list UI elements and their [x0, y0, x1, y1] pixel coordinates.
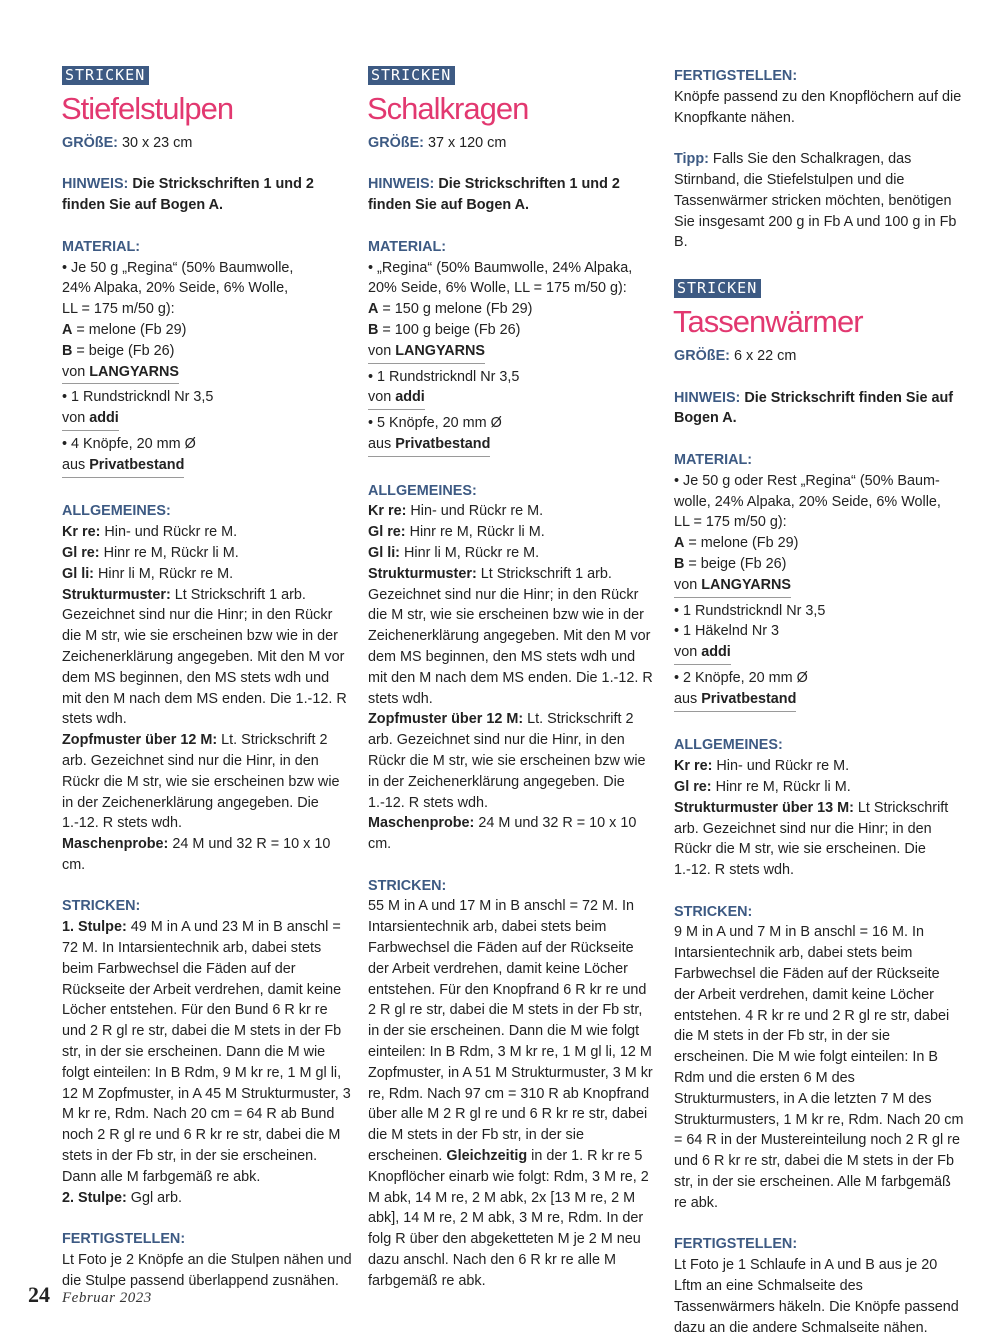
- finishing-text: Lt Foto je 1 Schlaufe in A und B aus je 20 Lftm an eine Schmalseite des Tassenwärmers häkeln. Die Knöpfe passend dazu an die andere Schmalseite nähen.: [674, 1257, 959, 1336]
- buttons-line: • 5 Knöpfe, 20 mm Ø: [368, 415, 502, 432]
- needle-source: von addi: [368, 387, 425, 410]
- size-line: GRÖßE: 6 x 22 cm: [674, 347, 797, 364]
- color-b: B = beige (Fb 26): [674, 555, 787, 572]
- category-tag: STRICKEN: [674, 279, 761, 298]
- maschenprobe: Maschenprobe: 24 M und 32 R = 10 x 10 cm.: [368, 815, 637, 853]
- needle-line: • 1 Rundstrickndl Nr 3,5: [674, 602, 826, 619]
- gl-li: Gl li: Hinr li M, Rückr re M.: [62, 565, 234, 582]
- gl-re: Gl re: Hinr re M, Rückr li M.: [62, 544, 239, 561]
- color-b: B = 100 g beige (Fb 26): [368, 321, 521, 338]
- size-line: GRÖßE: 37 x 120 cm: [368, 134, 507, 151]
- page-footer: [28, 1282, 152, 1308]
- needle-line: • 1 Rundstrickndl Nr 3,5: [62, 389, 214, 406]
- knitting-heading: STRICKEN:: [674, 903, 753, 920]
- category-tag: STRICKEN: [62, 66, 149, 85]
- strukturmuster: Strukturmuster: Lt Strickschrift 1 arb. Gezeichnet sind nur die Hinr; in den Rückr die M str, wie sie erscheinen bzw wie in der Zeichenerklärung angegeben. Mit den M vor dem MS beginnen, den MS stets wdh und mit den M nach dem MS enden. Die 1.-12. R stets wdh.: [62, 586, 347, 728]
- finishing-heading: FERTIGSTELLEN:: [674, 1236, 798, 1253]
- material-line: • Je 50 g „Regina“ (50% Baumwolle,: [62, 259, 294, 276]
- finishing-text: Lt Foto je 2 Knöpfe an die Stulpen nähen und die Stulpe passend überlappend zusnähen.: [62, 1252, 352, 1289]
- column-stiefelstulpen: [62, 66, 352, 1292]
- strukturmuster: Strukturmuster über 13 M: Lt Strickschrift arb. Gezeichnet sind nur die Hinr; in den Rückr die M str, wie sie erscheinen. Die 1.-12. R stets wdh.: [674, 799, 949, 879]
- finishing-heading: FERTIGSTELLEN:: [674, 68, 798, 84]
- material-heading: MATERIAL:: [62, 238, 141, 255]
- material-line: wolle, 24% Alpaka, 20% Seide, 6% Wolle,: [674, 493, 941, 510]
- material-line: • „Regina“ (50% Baumwolle, 24% Alpaka,: [368, 259, 633, 276]
- color-b: B = beige (Fb 26): [62, 342, 175, 359]
- buttons-line: • 2 Knöpfe, 20 mm Ø: [674, 669, 808, 686]
- buttons-source: aus Privatbestand: [674, 689, 796, 712]
- kr-re: Kr re: Hin- und Rückr re M.: [62, 524, 238, 541]
- yarn-source: von LANGYARNS: [674, 575, 791, 598]
- gl-li: Gl li: Hinr li M, Rückr re M.: [368, 544, 540, 561]
- hint: HINWEIS: Die Strickschrift finden Sie auf Bogen A.: [674, 389, 954, 427]
- material-heading: MATERIAL:: [674, 451, 753, 468]
- stulpe-2: 2. Stulpe: Ggl arb.: [62, 1189, 182, 1206]
- general-heading: ALLGEMEINES:: [368, 482, 477, 499]
- tip: Tipp: Falls Sie den Schalkragen, das Stirnband, die Stiefelstulpen und die Tassenwärmer stricken möchten, benötigen Sie insgesamt 200 g in Fb A und 100 g in Fb B.: [674, 151, 957, 251]
- needle-source: von addi: [674, 642, 731, 665]
- material-line: 20% Seide, 6% Wolle, LL = 175 m/50 g):: [368, 280, 627, 297]
- hint: HINWEIS: Die Strickschriften 1 und 2 finden Sie auf Bogen A.: [368, 176, 620, 214]
- color-a: A = melone (Fb 29): [62, 321, 187, 338]
- category-tag: STRICKEN: [368, 66, 455, 85]
- hook-line: • 1 Häkelnd Nr 3: [674, 623, 780, 640]
- issue-date: Februar 2023: [62, 1290, 152, 1306]
- buttons-source: aus Privatbestand: [62, 455, 184, 478]
- material-heading: MATERIAL:: [368, 238, 447, 255]
- needle-line: • 1 Rundstrickndl Nr 3,5: [368, 368, 520, 385]
- finishing-heading: FERTIGSTELLEN:: [62, 1231, 186, 1248]
- size-line: GRÖßE: 30 x 23 cm: [62, 134, 193, 151]
- column-schalkragen: [368, 66, 654, 1292]
- article-title: Stiefelstulpen: [61, 90, 234, 126]
- material-line: • Je 50 g oder Rest „Regina“ (50% Baum-: [674, 472, 940, 489]
- knitting-heading: STRICKEN:: [62, 898, 141, 915]
- material-line: LL = 175 m/50 g):: [62, 301, 175, 318]
- strukturmuster: Strukturmuster: Lt Strickschrift 1 arb. Gezeichnet sind nur die Hinr; in den Rückr die M str, wie sie erscheinen bzw wie in der Zeichenerklärung angegeben. Mit den M vor dem MS beginnen, den MS stets wdh und mit den M nach dem MS enden. Die 1.-12. R stets wdh.: [368, 565, 653, 707]
- knitting-text: 55 M in A und 17 M in B anschl = 72 M. In Intarsientechnik arb, dabei stets beim Farbwechsel die Fäden auf der Rückseite der Arbeit verdrehen, damit keine Löcher entstehen. Für den Knopfrand 6 R kr re und 2 R gl re str, dabei die M stets in der Fb str, in der sie erscheinen. Dann die M wie folgt einteilen: In B Rdm, 3 M kr re, 1 M gl li, 12 M Zopfmuster, in A 51 M Strukturmuster, 3 M kr re, Rdm. Nach 97 cm = 310 R ab Knopfrand über alle M 2 R gl re und 6 R kr re str, dabei die M stets in der Fb str, in der sie erscheinen. Gleichzeitig in der 1. R kr re 5 Knopflöcher einarb wie folgt: Rdm, 3 M re, 2 M abk, 14 M re, 2 M abk, 2x [13 M re, 2 M abk], 14 M re, 2 M abk, 3 M re, Rdm. In der folg R über den abgeketteten M je 2 M neu dazu anschl. Nach den 6 R kr re alle M farbgemäß re abk.: [368, 898, 653, 1289]
- material-line: LL = 175 m/50 g):: [674, 514, 787, 531]
- buttons-source: aus Privatbestand: [368, 434, 490, 457]
- knitting-heading: STRICKEN:: [368, 877, 447, 894]
- page-number: 24: [28, 1282, 50, 1307]
- material-line: 24% Alpaka, 20% Seide, 6% Wolle,: [62, 280, 289, 297]
- buttons-line: • 4 Knöpfe, 20 mm Ø: [62, 435, 196, 452]
- hint: HINWEIS: Die Strickschriften 1 und 2 finden Sie auf Bogen A.: [62, 176, 314, 214]
- article-title: Schalkragen: [367, 90, 529, 126]
- general-heading: ALLGEMEINES:: [674, 737, 783, 754]
- yarn-source: von LANGYARNS: [368, 341, 485, 364]
- color-a: A = 150 g melone (Fb 29): [368, 301, 533, 318]
- maschenprobe: Maschenprobe: 24 M und 32 R = 10 x 10 cm.: [62, 836, 331, 873]
- color-a: A = melone (Fb 29): [674, 535, 799, 552]
- article-title: Tassenwärmer: [673, 303, 863, 339]
- column-tassenwaermer: [674, 66, 964, 1338]
- zopfmuster: Zopfmuster über 12 M: Lt. Strickschrift 2 arb. Gezeichnet sind nur die Hinr, in den Rückr die M str, wie sie erscheinen bzw wie in der Zeichenerklärung angegeben. Die 1.-12. R stets wdh.: [62, 732, 340, 832]
- zopfmuster: Zopfmuster über 12 M: Lt. Strickschrift 2 arb. Gezeichnet sind nur die Hinr, in den Rückr die M str, wie sie erscheinen bzw wie in der Zeichenerklärung angegeben. Die 1.-12. R stets wdh.: [368, 711, 646, 811]
- gl-re: Gl re: Hinr re M, Rückr li M.: [368, 524, 545, 541]
- kr-re: Kr re: Hin- und Rückr re M.: [674, 758, 850, 775]
- stulpe-1: 1. Stulpe: 49 M in A und 23 M in B anschl = 72 M. In Intarsientechnik arb, dabei stets beim Farbwechsel die Fäden auf der Rückseite der Arbeit verdrehen, damit keine Löcher entstehen. Für den Bund 6 R kr re und 2 R gl re str, dabei die M stets in der Fb str, in der sie erscheinen. Dann die M wie folgt einteilen: In B Rdm, 9 M kr re, 1 M gl li, 12 M Zopfmuster, in A 45 M Strukturmuster, 3 M kr re, Rdm. Nach 20 cm = 64 R ab Bund noch 2 R gl re und 6 R kr re str, dabei die M stets in der Fb str, in der sie erscheinen. Dann alle M farbgemäß re abk.: [62, 919, 351, 1185]
- knitting-text: 9 M in A und 7 M in B anschl = 16 M. In Intarsientechnik arb, dabei stets beim Farbwechsel die Fäden auf der Rückseite der Arbeit verdrehen, damit keine Löcher entstehen. 4 R kr re und 2 R gl re str, dabei die M stets in der Fb str, in der sie erscheinen. Die M wie folgt einteilen: In B Rdm und die ersten 6 M des Strukturmusters, in A die letzten 7 M des Strukturmusters, 1 M kr re, Rdm. Nach 20 cm = 64 R in der Mustereinteilung noch 2 R gl re und 6 R kr re str, dabei die M stets in der Fb str, in der sie erscheinen. Alle M farbgemäß re abk.: [674, 924, 964, 1211]
- kr-re: Kr re: Hin- und Rückr re M.: [368, 503, 544, 520]
- general-heading: ALLGEMEINES:: [62, 503, 171, 520]
- finishing-text: Knöpfe passend zu den Knopflöchern auf die Knopfkante nähen.: [674, 88, 962, 126]
- needle-source: von addi: [62, 408, 119, 431]
- gl-re: Gl re: Hinr re M, Rückr li M.: [674, 778, 851, 795]
- yarn-source: von LANGYARNS: [62, 362, 179, 385]
